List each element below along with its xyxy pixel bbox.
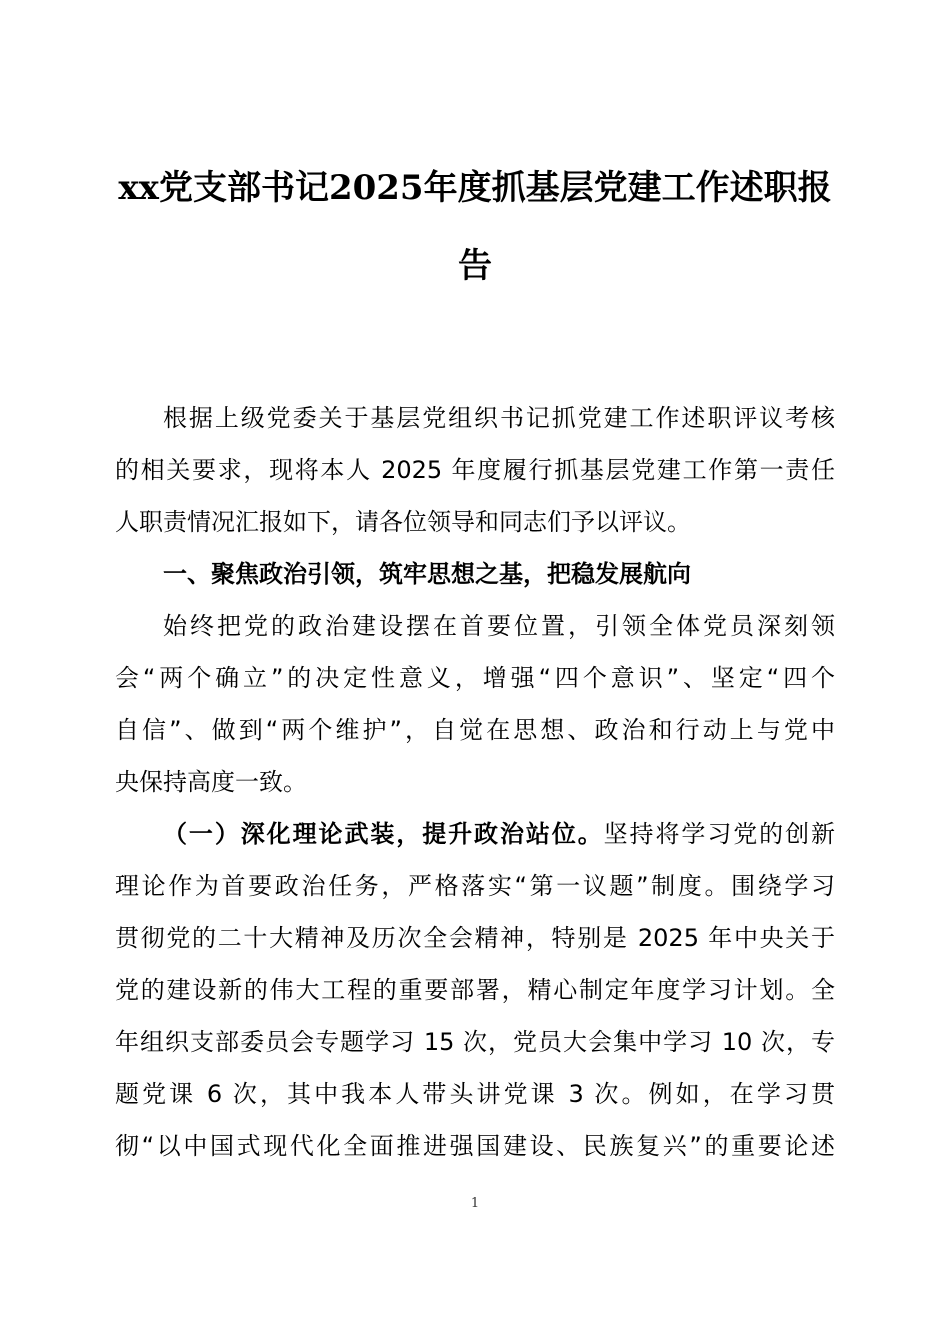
page-number: 1 [470,1196,480,1211]
paragraph-3-lead-text: 坚持将学习党的创新 [603,820,835,848]
subsection-heading-1: （一）深化理论武装，提升政治站位。 [163,820,604,848]
paragraph-3-line-5: 年组织支部委员会专题学习 15 次，党员大会集中学习 10 次，专 [115,1028,835,1056]
paragraph-2-line-2: 会“两个确立”的决定性意义，增强“四个意识”、坚定“四个 [115,664,835,692]
paragraph-3-line-3: 贯彻党的二十大精神及历次全会精神，特别是 2025 年中央关于 [115,924,835,952]
paragraph-3-line-4: 党的建设新的伟大工程的重要部署，精心制定年度学习计划。全 [115,976,835,1004]
paragraph-1-line-3: 人职责情况汇报如下，请各位领导和同志们予以评议。 [115,508,691,536]
paragraph-3-line-6: 题党课 6 次，其中我本人带头讲党课 3 次。例如，在学习贯 [115,1080,835,1108]
paragraph-3-line-1 [163,808,835,860]
paragraph-3-line-7: 彻“以中国式现代化全面推进强国建设、民族复兴”的重要论述 [115,1132,835,1160]
paragraph-3-line-2: 理论作为首要政治任务，严格落实“第一议题”制度。围绕学习 [115,872,835,900]
document-title-line-1: xx党支部书记2025年度抓基层党建工作述职报 [118,168,832,208]
paragraph-2-line-4: 央保持高度一致。 [115,768,307,796]
paragraph-2-line-1: 始终把党的政治建设摆在首要位置，引领全体党员深刻领 [163,612,835,640]
section-heading-1: 一、聚焦政治引领，筑牢思想之基，把稳发展航向 [163,560,691,588]
paragraph-2-line-3: 自信”、做到“两个维护”，自觉在思想、政治和行动上与党中 [115,716,835,744]
paragraph-1-line-2: 的相关要求，现将本人 2025 年度履行抓基层党建工作第一责任 [115,456,835,484]
document-title-line-2: 告 [458,246,492,286]
paragraph-1-line-1: 根据上级党委关于基层党组织书记抓党建工作述职评议考核 [163,404,835,432]
